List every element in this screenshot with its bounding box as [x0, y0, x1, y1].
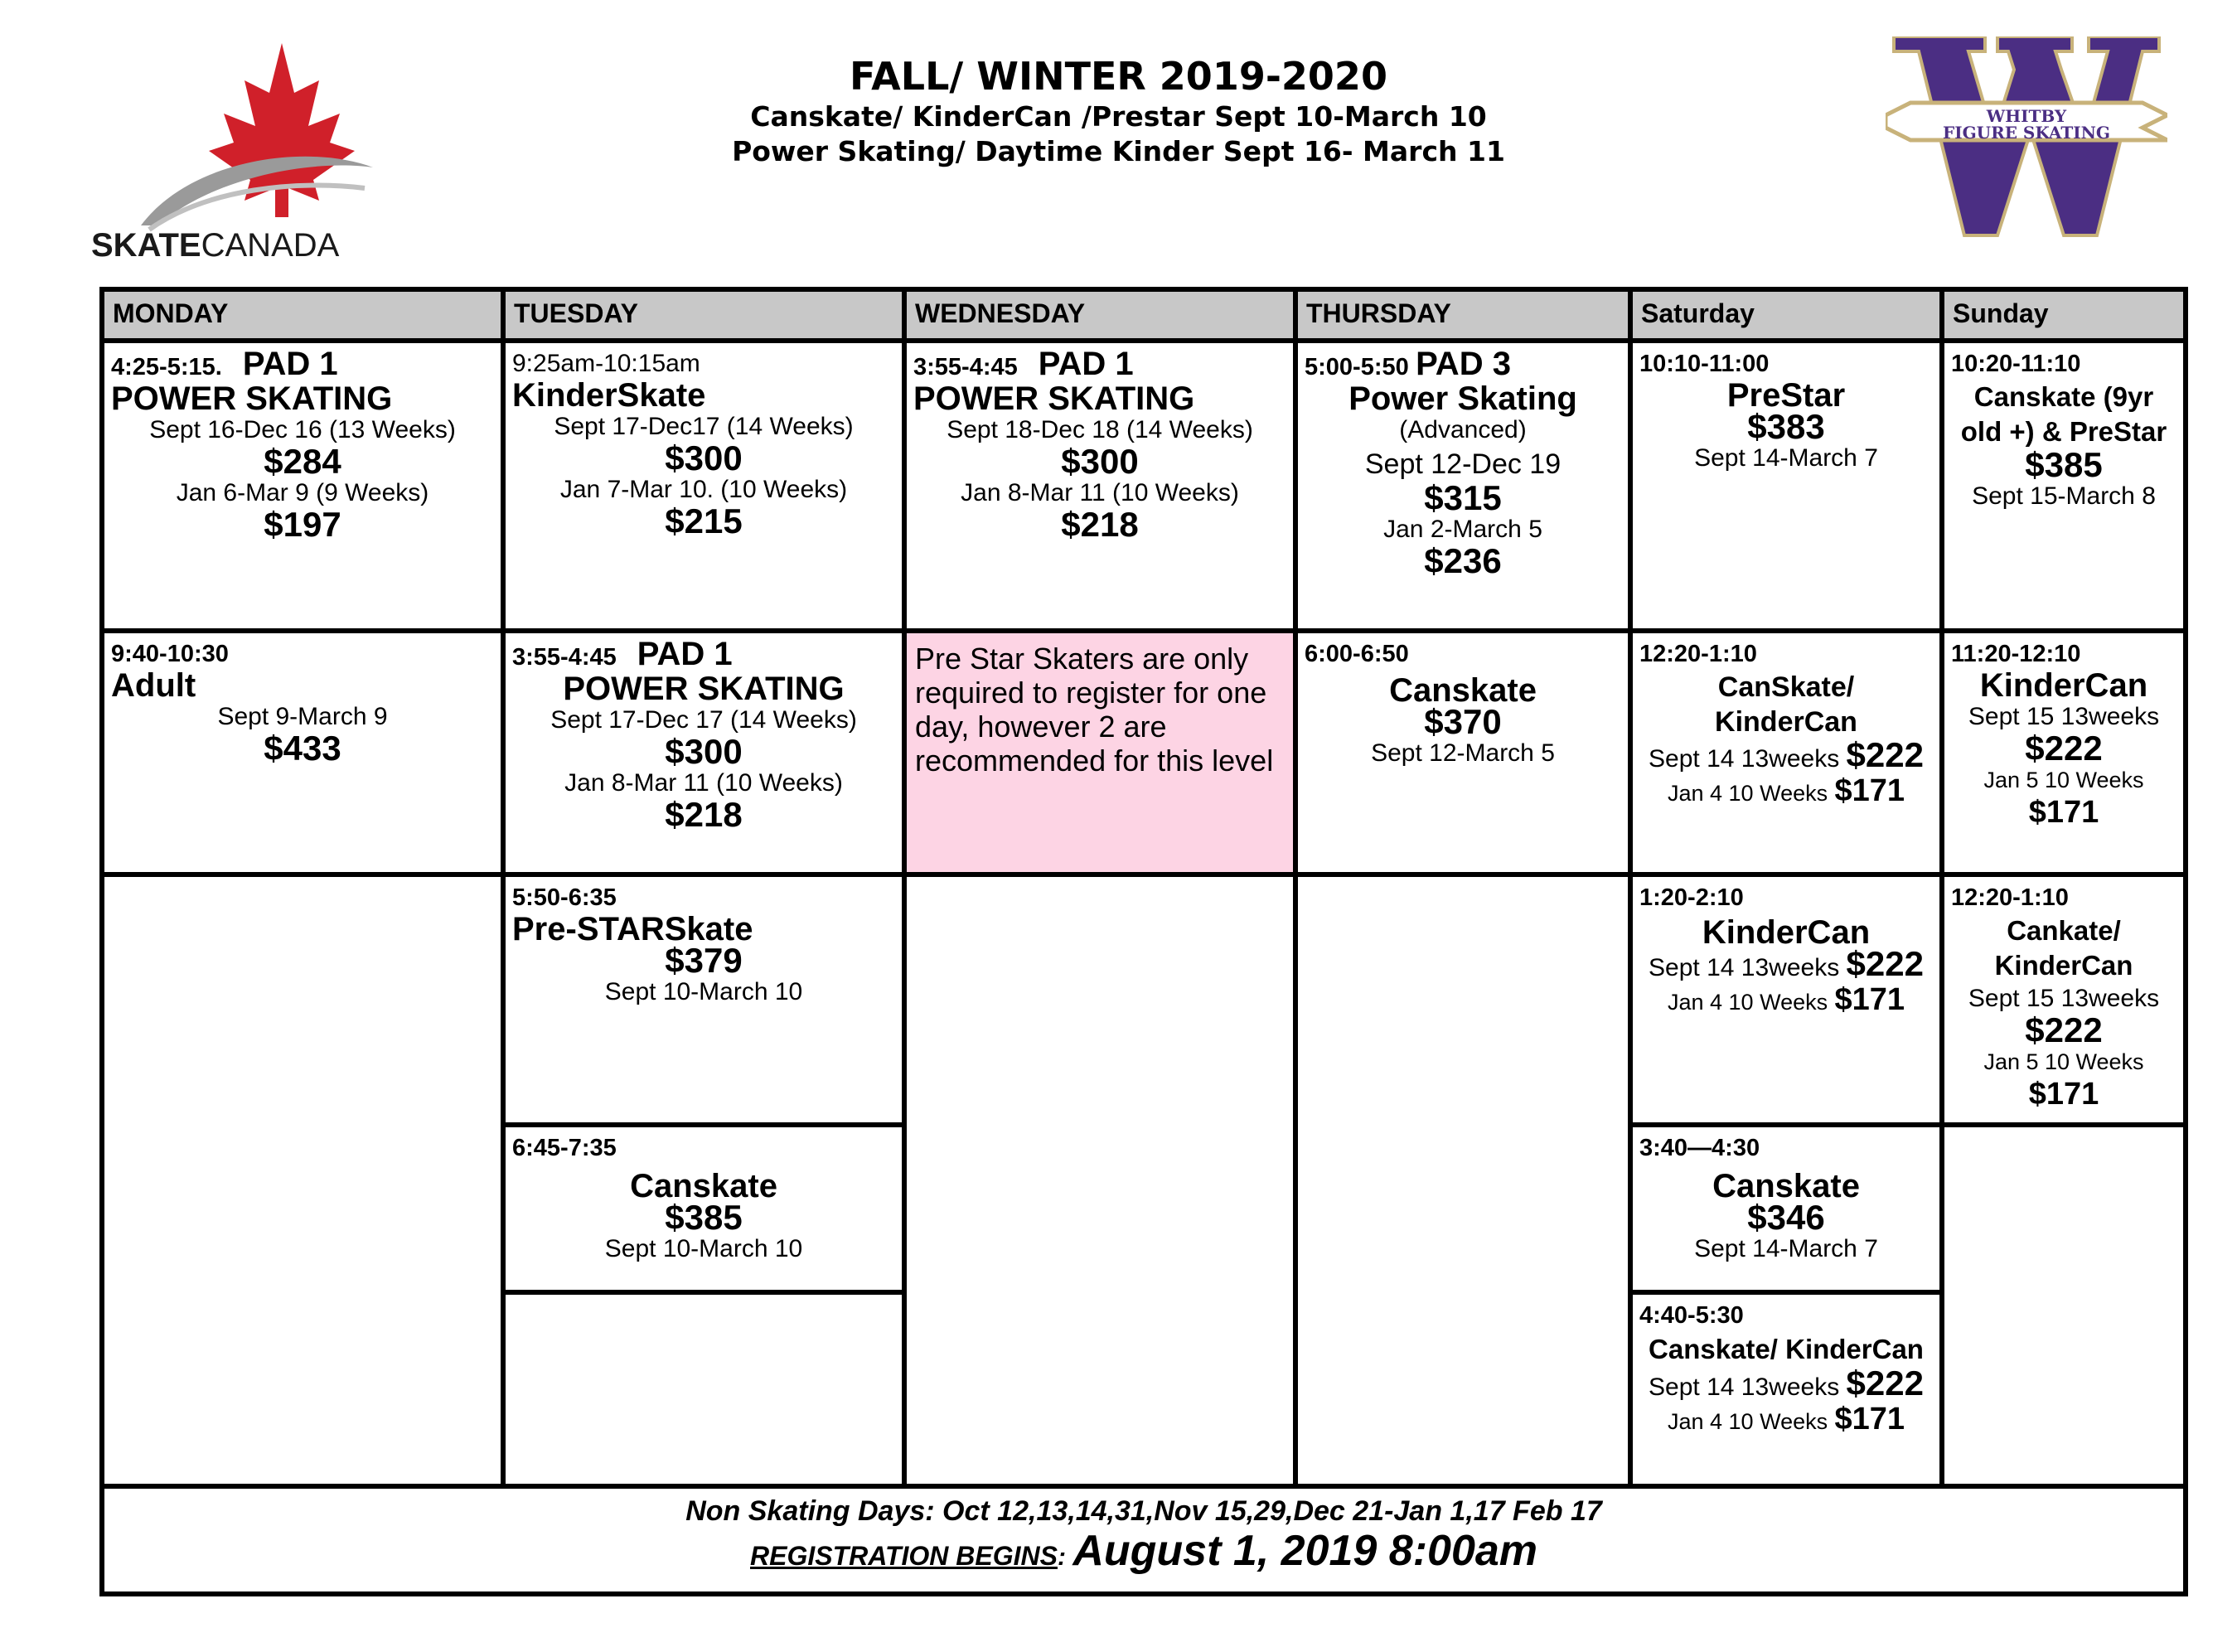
- session-dates: Sept 14-March 7: [1694, 444, 1878, 472]
- session-price-winter: $171: [2028, 1077, 2099, 1112]
- session-dates-fall: Sept 17-Dec17 (14 Weeks): [554, 413, 854, 440]
- session-time: 3:55-4:45: [512, 644, 617, 671]
- session-time: 10:20-11:10: [1951, 351, 2081, 377]
- session-price-winter: $197: [264, 505, 341, 544]
- session-price: $379: [665, 941, 743, 980]
- session-dates-winter: Jan 4 10 Weeks: [1667, 781, 1828, 806]
- session-program: Canskate: [630, 1168, 777, 1204]
- schedule-footer: [104, 1489, 2183, 1591]
- session-price-winter: $171: [1834, 773, 1905, 808]
- session-time: 3:40—4:30: [1639, 1135, 1760, 1161]
- tuesday-session-2: [506, 633, 902, 872]
- page-subtitle-1: Canskate/ KinderCan /Prestar Sept 10-March 10: [750, 100, 1487, 133]
- session-program: POWER SKATING: [111, 380, 393, 417]
- session-pad: PAD 1: [1038, 346, 1134, 382]
- session-time: 6:00-6:50: [1305, 641, 1409, 667]
- wednesday-session-1: [907, 343, 1293, 628]
- session-time: 9:25am-10:15am: [512, 350, 700, 377]
- session-dates-winter: Jan 8-Mar 11 (10 Weeks): [961, 479, 1239, 506]
- session-pad: PAD 1: [637, 636, 733, 672]
- session-dates-fall: Sept 16-Dec 16 (13 Weeks): [149, 416, 456, 443]
- session-price-winter: $218: [665, 795, 743, 834]
- session-dates-fall: Sept 14 13weeks: [1649, 1373, 1840, 1401]
- session-program-2: KinderCan: [1994, 950, 2133, 981]
- saturday-session-2: [1633, 633, 1939, 872]
- day-header-tuesday: TUESDAY: [506, 292, 907, 338]
- monday-session-1: [104, 343, 501, 628]
- session-program: POWER SKATING: [913, 380, 1195, 417]
- session-time: 5:50-6:35: [512, 884, 617, 911]
- session-dates: Sept 12-March 5: [1371, 739, 1555, 767]
- session-program: Power Skating: [1348, 380, 1577, 417]
- session-price: $383: [1747, 407, 1825, 446]
- session-program: KinderCan: [1702, 914, 1871, 951]
- session-price-winter: $171: [1834, 982, 1905, 1017]
- page-title: FALL/ WINTER 2019-2020: [850, 54, 1387, 99]
- session-price-fall: $300: [665, 732, 743, 771]
- session-time: 5:00-5:50: [1305, 354, 1409, 380]
- session-time: 10:10-11:00: [1639, 351, 1770, 377]
- session-time: 4:25-5:15.: [111, 354, 222, 380]
- sunday-session-1: [1944, 343, 2183, 628]
- session-dates-winter: Jan 5 10 Weeks: [1983, 1049, 2144, 1074]
- session-price-fall: $300: [1061, 442, 1139, 481]
- session-dates-winter: Jan 6-Mar 9 (9 Weeks): [176, 479, 429, 506]
- session-price-winter: $236: [1424, 541, 1502, 580]
- day-header-saturday: Saturday: [1633, 292, 1944, 338]
- session-dates-winter: Jan 2-March 5: [1383, 516, 1542, 543]
- session-dates-winter: Jan 4 10 Weeks: [1667, 990, 1828, 1015]
- session-dates: Sept 15-March 8: [1972, 482, 2156, 510]
- registration-colon: :: [1057, 1543, 1066, 1571]
- page-subtitle-2: Power Skating/ Daytime Kinder Sept 16- March 11: [732, 135, 1505, 167]
- skate-canada-light-text: CANADA: [201, 227, 340, 264]
- session-dates-fall: Sept 18-Dec 18 (14 Weeks): [947, 416, 1253, 443]
- saturday-session-4: [1633, 1127, 1939, 1290]
- session-program: Canskate: [1712, 1168, 1860, 1204]
- thursday-session-1: [1298, 343, 1628, 628]
- wfs-logo-line2: FIGURE SKATING: [1943, 123, 2110, 143]
- session-price-fall: $222: [2025, 1010, 2103, 1049]
- session-program: Canskate/ KinderCan: [1649, 1334, 1924, 1364]
- whitby-figure-skating-logo: [1886, 36, 2167, 244]
- session-dates-winter: Jan 7-Mar 10. (10 Weeks): [559, 476, 848, 503]
- registration-label: REGISTRATION BEGINS: [749, 1541, 1058, 1571]
- session-dates: Sept 9-March 9: [217, 703, 388, 730]
- saturday-session-5: [1633, 1295, 1939, 1484]
- session-dates-fall: Sept 14 13weeks: [1649, 745, 1840, 773]
- session-price: $346: [1747, 1198, 1825, 1237]
- session-dates-fall: Sept 15 13weeks: [1968, 703, 2160, 730]
- session-price-fall: $284: [264, 442, 341, 481]
- day-header-thursday: THURSDAY: [1298, 292, 1633, 338]
- session-program: CanSkate/: [1717, 671, 1855, 703]
- session-pad: PAD 3: [1416, 346, 1511, 382]
- session-price-winter: $218: [1061, 505, 1139, 544]
- session-price-fall: $222: [1846, 1364, 1924, 1403]
- session-time: 11:20-12:10: [1951, 641, 2081, 667]
- day-header-wednesday: WEDNESDAY: [907, 292, 1298, 338]
- tuesday-session-4: [506, 1127, 902, 1290]
- session-time: 12:20-1:10: [1639, 641, 1757, 667]
- session-time: 4:40-5:30: [1639, 1302, 1744, 1329]
- saturday-session-1: [1633, 343, 1939, 628]
- session-time: 12:20-1:10: [1951, 884, 2069, 911]
- day-header-monday: MONDAY: [104, 292, 506, 338]
- session-dates-fall: Sept 17-Dec 17 (14 Weeks): [550, 706, 857, 734]
- session-program: KinderSkate: [512, 377, 706, 414]
- session-program: Canskate: [1389, 672, 1537, 709]
- session-dates-winter: Jan 8-Mar 11 (10 Weeks): [564, 769, 843, 797]
- session-price: $385: [665, 1198, 743, 1237]
- session-dates: Sept 10-March 10: [604, 978, 803, 1005]
- skate-canada-bold-text: SKATE: [91, 227, 201, 264]
- session-dates: Sept 10-March 10: [604, 1235, 803, 1262]
- session-dates-fall: Sept 15 13weeks: [1968, 985, 2160, 1012]
- session-program: POWER SKATING: [563, 671, 845, 707]
- session-program: Pre-STARSkate: [512, 911, 753, 947]
- tuesday-session-1: [506, 343, 902, 628]
- session-dates-winter: Jan 4 10 Weeks: [1667, 1409, 1828, 1434]
- session-program: KinderCan: [1979, 667, 2148, 704]
- day-header-sunday: Sunday: [1944, 292, 2183, 338]
- schedule-table: [99, 287, 2188, 1596]
- session-time: 9:40-10:30: [111, 641, 229, 667]
- session-program-2: old +) & PreStar: [1960, 416, 2167, 447]
- session-dates-fall: Sept 14 13weeks: [1649, 954, 1840, 981]
- session-level: (Advanced): [1399, 416, 1527, 443]
- registration-date: August 1, 2019 8:00am: [1073, 1527, 1538, 1575]
- session-price-winter: $215: [665, 501, 743, 540]
- divider: [501, 1290, 907, 1295]
- session-program: Cankate/: [2007, 915, 2121, 946]
- session-time: 6:45-7:35: [512, 1135, 617, 1161]
- non-skating-days: Non Skating Days: Oct 12,13,14,31,Nov 15,29,Dec 21-Jan 1,17 Feb 17: [685, 1495, 1602, 1527]
- session-price-winter: $171: [2028, 795, 2099, 830]
- session-dates-winter: Jan 5 10 Weeks: [1983, 768, 2144, 792]
- session-price-winter: $171: [1834, 1402, 1905, 1436]
- session-price: $370: [1424, 702, 1502, 741]
- session-dates-fall: Sept 12-Dec 19: [1364, 448, 1562, 480]
- session-price-fall: $300: [665, 438, 743, 477]
- session-program: Canskate (9yr: [1973, 381, 2154, 412]
- sunday-session-3: [1944, 877, 2183, 1122]
- session-time: 1:20-2:10: [1639, 884, 1744, 911]
- saturday-session-3: [1633, 877, 1939, 1122]
- thursday-session-2: [1298, 633, 1628, 872]
- wfs-logo-line1: WHITBY: [1986, 106, 2067, 126]
- session-price: $433: [264, 729, 341, 768]
- session-pad: PAD 1: [242, 346, 338, 382]
- session-price-fall: $222: [2025, 729, 2103, 768]
- session-price-fall: $222: [1846, 944, 1924, 983]
- session-time: 3:55-4:45: [913, 354, 1018, 380]
- monday-session-2: [104, 633, 501, 872]
- session-program-2: KinderCan: [1715, 706, 1857, 738]
- tuesday-session-3: [506, 877, 902, 1122]
- session-price-fall: $222: [1846, 735, 1924, 774]
- prestar-note: Pre Star Skaters are only required to register for one day, however 2 are recommended for this level: [907, 633, 1293, 872]
- session-program: Adult: [111, 667, 196, 704]
- session-dates: Sept 14-March 7: [1694, 1235, 1878, 1262]
- session-price: $385: [2025, 445, 2103, 484]
- session-price-fall: $315: [1424, 478, 1502, 517]
- session-program: PreStar: [1726, 377, 1846, 414]
- sunday-session-2: [1944, 633, 2183, 872]
